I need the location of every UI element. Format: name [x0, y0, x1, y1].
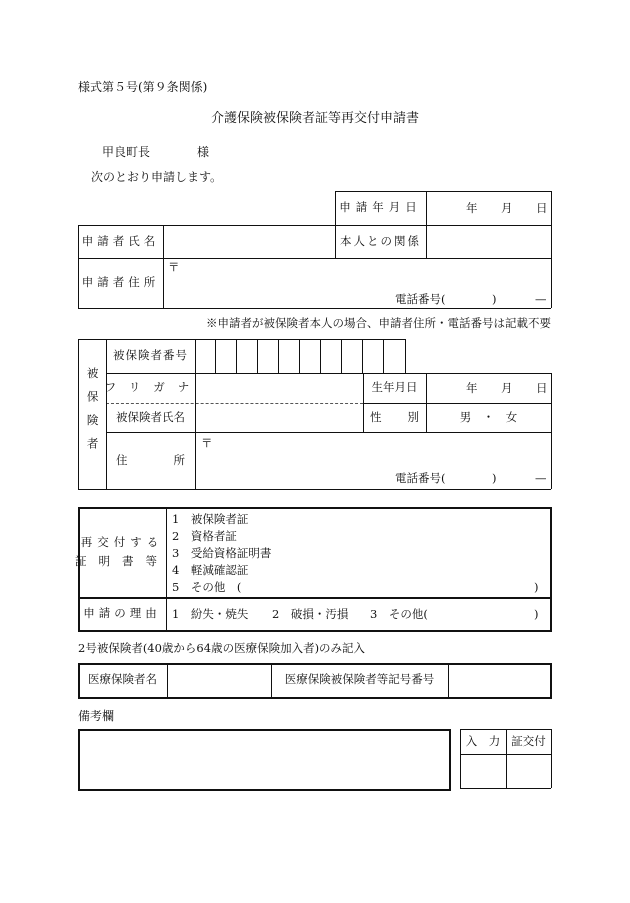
addressee: 甲良町長 [102, 145, 151, 159]
sex-label: 性別 [370, 409, 445, 424]
insurer-name-label: 医療保険者名 [88, 672, 157, 687]
page-title: 介護保険被保険者証等再交付申請書 [210, 111, 419, 126]
input-stamp-field[interactable] [460, 754, 506, 788]
applicant-note: ※申請者が被保険者本人の場合、申請者住所・電話番号は記載不要 [206, 316, 551, 330]
insured-address-field[interactable] [195, 432, 551, 489]
birth-month-unit: 月 [501, 381, 513, 395]
birthdate-field[interactable] [426, 373, 551, 403]
date-day-unit: 日 [536, 201, 548, 215]
insured-name-label: 被保険者氏名 [116, 409, 185, 424]
relationship-label: 本人との関係 [340, 233, 421, 248]
furigana-label: フリガナ [104, 380, 203, 395]
insurer-name-field[interactable] [167, 663, 271, 697]
insured-number-field[interactable] [195, 339, 405, 373]
phone-close: ) [492, 292, 497, 306]
insured-number-label: 被保険者番号 [113, 348, 188, 363]
insured-postal-mark: 〒 [201, 436, 213, 450]
insured-group-label [78, 339, 106, 489]
sex-options[interactable]: 男 ・ 女 [459, 409, 518, 424]
insured-group-text: 被保険者 [85, 367, 100, 461]
reissue-label-line1: 再交付する [80, 534, 164, 549]
reissue-option-1[interactable]: 1 被保険者証 [172, 512, 249, 526]
symbol-number-field[interactable] [448, 663, 550, 697]
phone-dash: — [535, 292, 547, 306]
issued-label: 証交付 [511, 733, 546, 748]
reissue-option-5[interactable]: 5 その他 ( [172, 580, 242, 594]
reason-option-1[interactable]: 1 紛失・焼失 [172, 607, 249, 621]
applicant-address-label: 申請者住所 [81, 275, 160, 290]
birth-day-unit: 日 [536, 381, 548, 395]
reason-option-3[interactable]: 3 その他( [370, 607, 428, 621]
input-label: 入 力 [465, 733, 501, 748]
reason-label: 申請の理由 [83, 605, 161, 620]
reissue-label [75, 507, 169, 597]
insured-name-field[interactable] [195, 403, 363, 432]
phone-label: 電話番号( [395, 292, 446, 306]
date-month-unit: 月 [501, 201, 513, 215]
applicant-name-label: 申請者氏名 [81, 233, 160, 248]
form-number: 様式第５号(第９条関係) [78, 80, 208, 94]
remarks-label: 備考欄 [78, 709, 115, 723]
insured-phone-label: 電話番号( [395, 471, 446, 485]
symbol-number-label: 医療保険被保険者等記号番号 [284, 672, 435, 687]
relationship-field[interactable] [426, 225, 551, 258]
reason-option-2[interactable]: 2 破損・汚損 [272, 607, 349, 621]
furigana-field[interactable] [195, 373, 363, 403]
date-label: 申請年月日 [339, 200, 422, 215]
reissue-option-4[interactable]: 4 軽減確認証 [172, 563, 249, 577]
reissue-other-close: ) [534, 580, 539, 594]
application-date-field[interactable] [426, 191, 551, 225]
postal-mark: 〒 [168, 260, 180, 274]
insured-phone-dash: — [535, 471, 547, 485]
insured-phone-close: ) [492, 471, 497, 485]
reissue-option-2[interactable]: 2 資格者証 [172, 529, 237, 543]
intro-text: 次のとおり申請します。 [91, 170, 223, 184]
category2-note: 2号被保険者(40歳から64歳の医療保険加入者)のみ記入 [78, 641, 366, 655]
date-year-unit: 年 [466, 201, 478, 215]
applicant-name-field[interactable] [163, 225, 335, 258]
reissue-option-3[interactable]: 3 受給資格証明書 [172, 546, 272, 560]
insured-address-label: 住所 [116, 452, 231, 467]
issued-stamp-field[interactable] [506, 754, 551, 788]
reason-close: ) [534, 607, 539, 621]
honorific: 様 [197, 145, 210, 159]
remarks-box[interactable] [78, 729, 451, 791]
birth-year-unit: 年 [466, 381, 478, 395]
birthdate-label: 生年月日 [371, 380, 418, 395]
reissue-label-line2: 証明書等 [75, 554, 169, 568]
